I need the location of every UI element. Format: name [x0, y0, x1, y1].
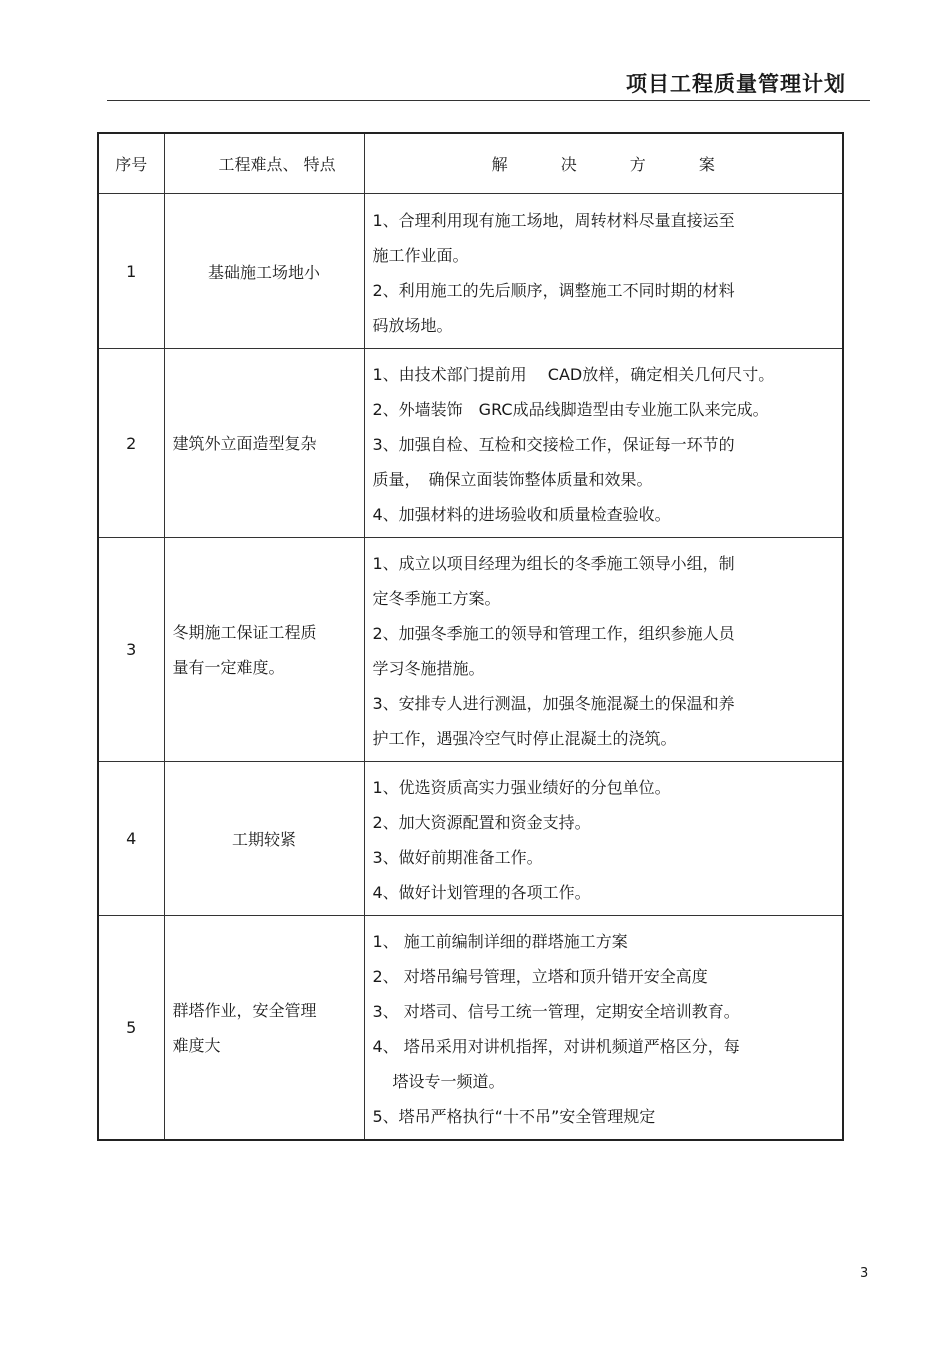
row-number: 2 [98, 349, 164, 538]
table-row [98, 916, 843, 1141]
column-header-solution: 解 决 方 案 [364, 133, 843, 194]
solution-line: 护工作，遇强冷空气时停止混凝土的浇筑。 [372, 729, 677, 748]
document-header-title: 项目工程质量管理计划 [626, 72, 846, 96]
row-difficulty: 建筑外立面造型复杂 [164, 349, 364, 538]
page-number: 3 [860, 1266, 869, 1281]
difficulty-solution-table [97, 132, 844, 1141]
solution-line: 学习冬施措施。 [372, 659, 485, 678]
solution-line: 3、加强自检、互检和交接检工作，保证每一环节的 [372, 435, 735, 454]
solution-line: 5、塔吊严格执行“十不吊”安全管理规定 [372, 1107, 656, 1126]
solution-line: 定冬季施工方案。 [372, 589, 501, 608]
solution-line: 质量， 确保立面装饰整体质量和效果。 [372, 470, 653, 489]
solution-line: 3、安排专人进行测温，加强冬施混凝土的保温和养 [372, 694, 735, 713]
difficulty-line: 难度大 [172, 1035, 221, 1055]
row-difficulty [164, 538, 364, 762]
solution-line: 4、加强材料的进场验收和质量检查验收。 [372, 505, 671, 524]
solution-line: 1、由技术部门提前用 CAD放样，确定相关几何尺寸。 [372, 365, 775, 384]
row-solution [364, 349, 843, 538]
solution-line: 1、优选资质高实力强业绩好的分包单位。 [372, 778, 671, 797]
row-solution [364, 916, 843, 1141]
solution-line: 1、 施工前编制详细的群塔施工方案 [372, 932, 628, 951]
solution-line: 4、做好计划管理的各项工作。 [372, 883, 591, 902]
row-difficulty [164, 916, 364, 1141]
solution-line: 3、做好前期准备工作。 [372, 848, 543, 867]
column-header-difficulty: 工程难点、 特点 [164, 133, 364, 194]
solution-line: 塔设专一频道。 [392, 1072, 505, 1091]
solution-line: 1、合理利用现有施工场地，周转材料尽量直接运至 [372, 210, 735, 230]
solution-line: 3、 对塔司、信号工统一管理，定期安全培训教育。 [372, 1002, 740, 1021]
solution-line: 2、 对塔吊编号管理，立塔和顶升错开安全高度 [372, 967, 708, 986]
difficulty-line: 量有一定难度。 [172, 657, 285, 677]
solution-line: 2、利用施工的先后顺序，调整施工不同时期的材料 [372, 280, 735, 300]
row-difficulty: 工期较紧 [164, 762, 364, 916]
solution-line: 2、加强冬季施工的领导和管理工作，组织参施人员 [372, 624, 735, 643]
column-header-no: 序号 [98, 133, 164, 194]
header-divider [107, 100, 870, 101]
row-solution [364, 762, 843, 916]
row-number: 1 [98, 194, 164, 349]
table-row [98, 349, 843, 538]
table-row [98, 762, 843, 916]
solution-line: 1、成立以项目经理为组长的冬季施工领导小组，制 [372, 554, 735, 573]
table-header-row [98, 133, 843, 194]
solution-line: 2、加大资源配置和资金支持。 [372, 813, 591, 832]
difficulty-line: 冬期施工保证工程质 [172, 622, 317, 642]
solution-line: 2、外墙装饰 GRC成品线脚造型由专业施工队来完成。 [372, 400, 769, 419]
row-number: 5 [98, 916, 164, 1141]
row-number: 4 [98, 762, 164, 916]
row-number: 3 [98, 538, 164, 762]
table-row [98, 194, 843, 349]
difficulty-line: 群塔作业，安全管理 [172, 1000, 317, 1020]
table-row [98, 538, 843, 762]
row-solution [364, 194, 843, 349]
solution-line: 4、 塔吊采用对讲机指挥，对讲机频道严格区分，每 [372, 1037, 740, 1056]
solution-line: 码放场地。 [372, 315, 453, 335]
row-solution [364, 538, 843, 762]
solution-line: 施工作业面。 [372, 245, 469, 265]
row-difficulty: 基础施工场地小 [164, 194, 364, 349]
